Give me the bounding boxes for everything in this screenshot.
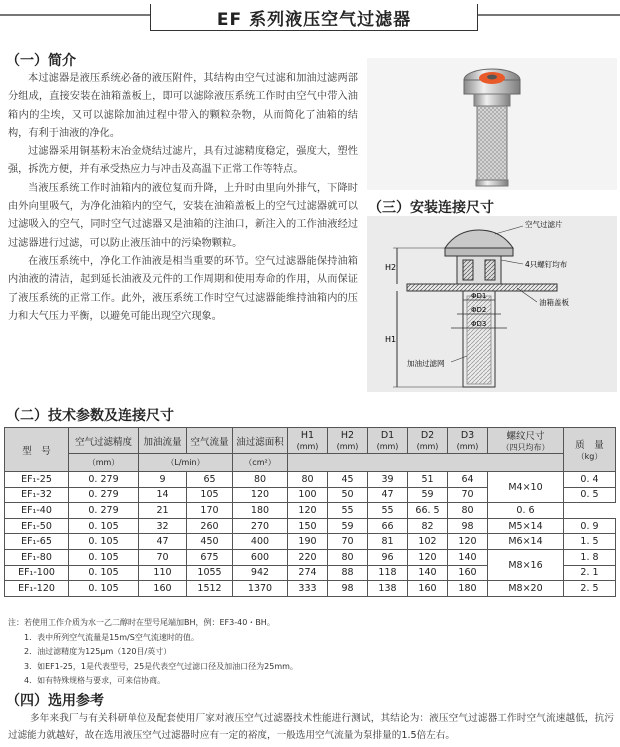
cell-air: 675 [187, 549, 233, 565]
cell-screw: M4×10 [488, 472, 564, 503]
note-line: 注：若使用工作介质为水一乙二醇时在型号尾端加BH，例：EF3-40・BH。 [8, 618, 275, 627]
cell-d1: 81 [368, 534, 408, 550]
cell-prec: 0. 279 [69, 472, 139, 488]
cell-weight: 0. 5 [564, 487, 616, 503]
cell-area: 400 [233, 534, 288, 550]
h2-label: H2 [385, 263, 397, 272]
cell-d3: 160 [448, 565, 488, 581]
unit: (mm) [416, 441, 439, 451]
cell-d1: 55 [368, 503, 408, 519]
intro-paragraph: 本过滤器是液压系统必备的液压附件，其结构由空气过滤和加油过滤两部分组成，直接安装在油箱盖板上，即可以滤除液压系统工作时由空气中带入油箱内的尘埃，又可以滤除加油过程中带入的颗粒杂物，从而简化了油箱的结构，有利于油液的净化。 [8, 73, 358, 139]
cell-air: 105 [187, 487, 233, 503]
cell-h2: 70 [328, 534, 368, 550]
cell-air: 260 [187, 518, 233, 534]
h2-header-text: H2 [340, 429, 355, 441]
cell-screw: M8×20 [488, 581, 564, 597]
col-header-h2 [328, 428, 368, 454]
col-header-weight [564, 428, 616, 472]
cell-d3: 98 [448, 518, 488, 534]
note-line: 4．如有特殊规格与要求，可来信协商。 [8, 676, 166, 685]
cell-d2: 120 [408, 549, 448, 565]
cell-weight: 0. 9 [564, 518, 616, 534]
intro-paragraph: 当液压系统工作时油箱内的液位复而升降，上升时由里向外排气，下降时由外向里吸气，为净化油箱内的空气，安装在油箱盖板上的空气过滤器就可以过滤吸入的空气，同时空气过滤器又是油箱的注油口，新注入的工作油液经过过滤器进行过滤，可以防止液压油中的污染物颗粒。 [8, 182, 358, 249]
note-line: 1．表中所列空气流量是15m/S空气流速时的值。 [8, 632, 199, 642]
table-row [5, 503, 616, 519]
cell-area: 1370 [233, 581, 288, 597]
cell-d2: 160 [408, 581, 448, 597]
cell-air: 65 [187, 472, 233, 488]
unit: （kg） [576, 452, 603, 461]
col-header-air-precision: 空气过滤精度 [69, 428, 139, 454]
cell-prec: 0. 105 [69, 534, 139, 550]
cell-h2: 80 [328, 549, 368, 565]
table-row [5, 518, 616, 534]
title-rule-left [0, 14, 150, 16]
cell-model: EF₁-32 [5, 487, 69, 503]
d1-label: ΦD1 [471, 292, 487, 300]
cell-oil: 14 [139, 487, 187, 503]
cell-d1: 118 [368, 565, 408, 581]
section-install-heading: （三）安装连接尺寸 [368, 200, 494, 216]
cell-h1: 100 [288, 487, 328, 503]
cell-model: EF₁-25 [5, 472, 69, 488]
cell-air: 450 [187, 534, 233, 550]
intro-paragraph: 在液压系统中，净化工作油液是相当重要的环节。空气过滤器能保持油箱内油液的清洁，起到延长油液及元件的工作周期和使用寿命的作用，从而保证了液压系统的正常工作。此外，液压系统工作时空气过滤器能维持油箱内的压力和大气压力平衡，以避免可能出现空穴现象。 [8, 255, 358, 322]
d3-header-text: D3 [460, 429, 475, 441]
cell-area: 942 [233, 565, 288, 581]
cell-d3: 80 [448, 503, 488, 519]
cell-oil: 9 [139, 472, 187, 488]
title-rule-right [477, 14, 620, 16]
cell-model: EF₁-50 [5, 518, 69, 534]
installation-diagram [367, 216, 617, 392]
cell-prec: 0. 105 [69, 549, 139, 565]
screw-header-text: 螺纹尺寸 [506, 431, 545, 442]
cell-prec: 0. 105 [69, 581, 139, 597]
h1-header-text: H1 [300, 429, 315, 441]
cell-air: 1055 [187, 565, 233, 581]
cell-h1: 120 [288, 503, 328, 519]
cell-model: EF₁-65 [5, 534, 69, 550]
filter-net-label: 加油过滤网 [407, 359, 445, 368]
col-header-air-flow: 空气流量 [187, 428, 233, 454]
cell-h2: 50 [328, 487, 368, 503]
table-row [5, 472, 616, 488]
cell-oil: 160 [139, 581, 187, 597]
unit: (mm) [456, 441, 479, 451]
notes-block [8, 616, 608, 689]
product-photo [367, 58, 617, 190]
cell-area: 80 [233, 472, 288, 488]
cell-oil: 47 [139, 534, 187, 550]
cell-d2: 82 [408, 518, 448, 534]
cell-air: 1512 [187, 581, 233, 597]
cell-weight: 1. 5 [564, 534, 616, 550]
cell-weight: 0. 6 [488, 503, 564, 519]
cell-h1: 80 [288, 472, 328, 488]
cell-h1: 220 [288, 549, 328, 565]
note-line: 3．如EF1-25，1是代表型号，25是代表空气过滤口径及加油口径为25mm。 [8, 661, 298, 671]
cell-model: EF₁-100 [5, 565, 69, 581]
unit-blank [288, 454, 564, 472]
table-row [5, 549, 616, 565]
unit: (mm) [296, 441, 319, 451]
cell-h2: 59 [328, 518, 368, 534]
cell-area: 180 [233, 503, 288, 519]
cell-area: 120 [233, 487, 288, 503]
cell-h2: 55 [328, 503, 368, 519]
cell-oil: 32 [139, 518, 187, 534]
cell-screw: M6×14 [488, 534, 564, 550]
col-header-d2 [408, 428, 448, 454]
intro-text-block [8, 70, 358, 326]
section-specs-heading: （二）技术参数及连接尺寸 [6, 408, 174, 424]
cell-prec: 0. 279 [69, 503, 139, 519]
col-header-screw [488, 428, 564, 454]
cell-d1: 39 [368, 472, 408, 488]
cell-d2: 102 [408, 534, 448, 550]
intro-paragraph: 过滤器采用铜基粉末冶金烧结过滤片，具有过滤精度稳定，强度大，塑性强，拆洗方便，并有承受热应力与冲击及高温下正常工作等特点。 [8, 146, 358, 176]
cell-weight: 1. 8 [564, 549, 616, 565]
filter-piece-label: 空气过滤片 [525, 220, 563, 229]
cell-air: 170 [187, 503, 233, 519]
table-row [5, 581, 616, 597]
cell-h2: 45 [328, 472, 368, 488]
spec-table [4, 427, 616, 597]
cell-model: EF₁-80 [5, 549, 69, 565]
cell-prec: 0. 105 [69, 565, 139, 581]
cell-d2: 140 [408, 565, 448, 581]
cell-prec: 0. 105 [69, 518, 139, 534]
cell-model: EF₁-120 [5, 581, 69, 597]
cell-weight: 2. 5 [564, 581, 616, 597]
unit: (mm) [336, 441, 359, 451]
cell-d3: 120 [448, 534, 488, 550]
cell-d3: 180 [448, 581, 488, 597]
note-line: 2．油过滤精度为125μm（120目/英寸） [8, 647, 172, 656]
cell-screw: M5×14 [488, 518, 564, 534]
cell-oil: 21 [139, 503, 187, 519]
unit: (mm) [376, 441, 399, 451]
cell-screw: M8×16 [488, 549, 564, 580]
cover-label: 油箱盖板 [539, 298, 569, 307]
unit-flow: （L/min） [139, 454, 233, 472]
cell-weight: 2. 1 [564, 565, 616, 581]
cell-h1: 150 [288, 518, 328, 534]
cell-h1: 333 [288, 581, 328, 597]
cell-prec: 0. 279 [69, 487, 139, 503]
col-header-d3 [448, 428, 488, 454]
cell-h2: 88 [328, 565, 368, 581]
cell-h1: 274 [288, 565, 328, 581]
cell-weight: 0. 4 [564, 472, 616, 488]
d2-label: ΦD2 [471, 306, 487, 314]
page-title: EF 系列液压空气过滤器 [150, 4, 478, 31]
cell-d2: 51 [408, 472, 448, 488]
table-row [5, 534, 616, 550]
d2-header-text: D2 [420, 429, 435, 441]
unit-mm: （mm） [69, 454, 139, 472]
d3-label: ΦD3 [471, 320, 487, 328]
screws-label: 4只螺钉均布 [525, 260, 568, 269]
h1-label: H1 [385, 335, 397, 344]
cell-h1: 190 [288, 534, 328, 550]
cell-h2: 98 [328, 581, 368, 597]
cell-model: EF₁-40 [5, 503, 69, 519]
cell-d1: 138 [368, 581, 408, 597]
screw-header-sub: （四只均布） [501, 443, 550, 452]
weight-header-text: 质 量 [575, 440, 604, 451]
col-header-d1 [368, 428, 408, 454]
col-header-model: 型 号 [5, 428, 69, 472]
cell-oil: 110 [139, 565, 187, 581]
col-header-h1 [288, 428, 328, 454]
cell-area: 270 [233, 518, 288, 534]
d1-header-text: D1 [380, 429, 395, 441]
cell-d1: 47 [368, 487, 408, 503]
cell-d1: 96 [368, 549, 408, 565]
section-selection-heading: （四）选用参考 [6, 693, 104, 709]
cell-d3: 70 [448, 487, 488, 503]
col-header-oil-flow: 加油流量 [139, 428, 187, 454]
selection-text: 多年来我厂与有关科研单位及配套使用厂家对液压空气过滤器技术性能进行测试，其结论为：液压空气过滤器工作时空气流速越低，抗污过滤能力就越好，故在选用液压空气过滤器时应有一定的裕度，一般选用空气流量为泵排量的1.5倍左右。 [8, 713, 614, 741]
section-intro-heading: （一）简介 [6, 53, 76, 69]
cell-oil: 70 [139, 549, 187, 565]
unit-area: （cm²） [233, 454, 288, 472]
cell-d3: 64 [448, 472, 488, 488]
cell-d1: 66 [368, 518, 408, 534]
col-header-oil-area: 油过滤面积 [233, 428, 288, 454]
cell-d2: 59 [408, 487, 448, 503]
cell-d2: 66. 5 [408, 503, 448, 519]
cell-d3: 140 [448, 549, 488, 565]
cell-area: 600 [233, 549, 288, 565]
